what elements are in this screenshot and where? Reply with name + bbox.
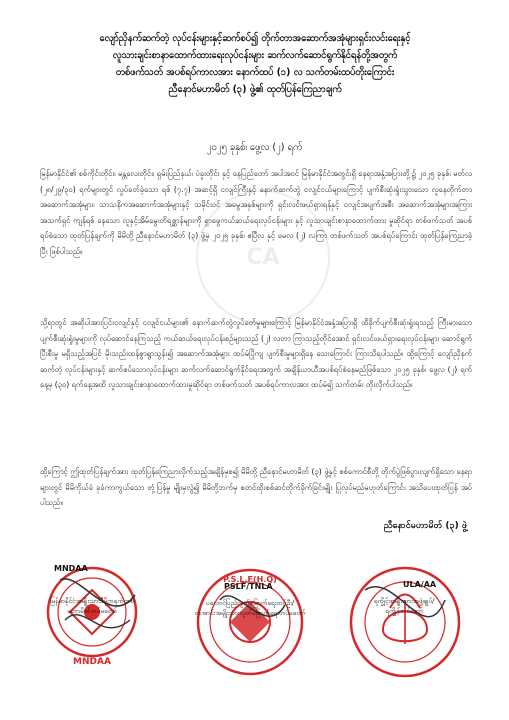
signatory-name-line: ရက္ခိုင့်တပ်တော်: [385, 607, 423, 615]
signatory-code: ULA/AA: [403, 580, 437, 589]
paragraph: သို့ရာတွင် အဆိုပါအားပြင်းငလျင်နှင့် ငလျင်ငယ်များ၏ နောက်ဆက်တွဲလှုပ်ခတ်မှုများကြောင့် မြန်မာနိုင်ငံအနှံ့အပြားရှိ ထိခိုက်ပျက်စီးဆုံးရှုံးရသည့် ကြီးမားသော ပျက်စီးဆုံးရှုံးမှုများကို လုပ်ဆောင်နေကြသည့် ကယ်ဆယ်ရေးလုပ်ငန်းစဉ်များသည် (၂) လတာ ကြာသည့်တိုင်အောင် ရှင်းလင်းဖယ်ရှားရေးလုပ်ငန်းများ ဆောင်ရွက်ပြီးစီးမှု မရှိသည့်အပြင် မိုးသည်းထန်စွာရွာသွန်း၍ အဆောက်အအုံများ ထပ်မံပြိုကျ ပျက်စီးမှုများရှိနေ သေးကြောင်း ကြားသိရပါသည်။ ထို့ကြောင့် လျော်ညှိနက်ဆက်တဲ့ လုပ်ငန်းများနှင့် ဆက်စပ်သောလုပ်ငန်းများ ဆက်လက်ဆောင်ရွက်နိုင်ရေးအတွက် အချိန်ယာယီအပစ်ရပ်စဲနေမည်ဖြစ်သော ၂၀၂၅ ခုနှစ်၊ ဖွေ့လ (၂) ရက်နေ့မှ (၃၀) ရက်နေ့အထိ လူသားချင်းစာနာထောက်ထားမှုဆိုင်ရာ တစ်ဖက်သတ် အပစ်ရပ်ကာလအား ထပ်မံ၍ သက်တမ်း တိုးလိုက်ပါသည်။: [40, 318, 472, 389]
document-title: [40, 30, 470, 98]
watermark-logo: CA: [196, 190, 330, 324]
title-line: လူသားချင်းစာနာထောက်ထားရေးလုပ်ငန်းများ ဆက်လက်ဆောင်ရွက်နိုင်ရန်တို့အတွက်: [112, 50, 398, 61]
document-date: ၂၀၂၅ ခုနှစ်၊ ဖွေ့လ (၂) ရက်: [206, 142, 303, 153]
paragraph: ထို့ကြောင့် ဤထုတ်ပြန်ချက်အား ထုတ်ပြန်ကြေညာလိုက်သည့်အချိန်မှစ၍ မိမိတို့ ညီနောင်မဟာမိတ် (၃) ဖွဲ့နှင့် စစ်ကောင်စီတို့ တိုက်ပွဲဖြစ်ပွားလျက်ရှိသော နေရာများတွင် မိမိကိုယ်ခံ ခုခံကာကွယ်သော တုံ့ပြန်မှု မျိုးမှလွဲ၍ မိမိတို့ဘက်မှ စတင်ထိုးစစ်ဆင်တိုက်ခိုက်ခြင်းမျိုး ပြုလုပ်မည်မဟုတ်ကြောင်း အသိပေးထုတ်ပြန် အပ်ပါသည်။: [40, 467, 472, 507]
signatory-name-line: မြန်မာနိုင်ငံအမျိုးသားဒီမိုကရက်တစ်: [50, 597, 134, 605]
signatory-code: PSLF/TNLA: [224, 582, 273, 591]
title-line: တစ်ဖက်သတ် အပစ်ရပ်ကာလအား နောက်ထပ် (၁) လ သက်တမ်းထပ်တိုးကြောင်း: [115, 67, 395, 78]
mndaa-seal-text: MNDAA: [73, 657, 111, 667]
signatory-name-line: ရက္ခိုင့်အမျိုးသားအဖွဲ့ချုပ်/: [373, 597, 435, 605]
signatory-name: [339, 596, 469, 616]
title-line: ညီနောင်မဟာမိတ် (၃) ဖွဲ့၏ ထုတ်ပြန်ကြေညာချက်: [168, 84, 342, 95]
title-line: လျော်ညှိနက်ဆက်တဲ့ လုပ်ငန်းများနှင့်ဆက်စပ်၍ တိုက်တာအဆောက်အအုံများရှင်းလင်းရေးနှင့်: [99, 33, 411, 44]
paragraph: မြန်မာနိုင်ငံ၏ စစ်ကိုင်းတိုင်း၊ မန္တလေးတိုင်း၊ ရှမ်းပြည်နယ်၊ ပဲခူးတိုင်း နှင့် နေပြည်တော် အပါအဝင် မြန်မာနိုင်ငံအတွင်းရှိ နေရာအနှံ့အပြားတို့၌ ၂၀၂၅ ခုနှစ်၊ မတ်လ (၂၈/၂၉/၃၀) ရက်များတွင် လှုပ်ခတ်ခဲ့သော ရစ် (၇.၇) အဆင့်ရှိ ငလျင်ကြီးနှင့် နောက်ဆက်တွဲ ငလျင်ငယ်များကြောင့် ပျက်စီးဆုံးရှုံးသွားသော လူနေတိုက်တာအဆောက်အအုံများ၊ သာသနိကအဆောက်အအုံများနှင့် သမိုင်းဝင် အမွေအနှစ်များကို ရှင်းလင်းဖယ်ရှားရန်နှင့် ငလျင်အပျက်အစီး အဆောက်အအုံများအကြား အသက်ရှင် ကျန်ရစ် နေသော လူနှင့်အိမ်မွေးတိရစ္ဆာန်များကို ရှာဖွေကယ်ဆယ်ရေးလုပ်ငန်းများ နှင့် လူသားချင်းစာနာထောက်ထား မှုဆိုင်ရာ တစ်ဖက်သတ် အပစ်ရပ်စဲသော ထုတ်ပြန်ချက်ကို မိမိတို့ ညီနောင်မဟာမိတ် (၃) ဖွဲ့မှ ၂၀၂၅ ခုနှစ်၊ ဧပြီလ နှင့် မေလ (၂) လကြာ တစ်ဖက်သတ် အပစ်ရပ်ကြောင်း ထုတ်ပြန်ကြေညာခဲ့ပြီး ဖြစ်ပါသည်။: [40, 169, 472, 256]
signatory-name-line: တအာင်းအမျိုးသားလွတ်မြောက်ရေးတပ်မတော်: [194, 609, 306, 617]
signatory-code: MNDAA: [54, 564, 88, 573]
signatory-name: [32, 596, 152, 616]
signatory-name-line: မဟာမိတ်တပ်မတော်: [67, 607, 117, 615]
signatory-name: [180, 598, 320, 618]
signatory-name-line: ပလောင်ပြည်လွတ်မြောက်ရေးတပ်ဦး/: [205, 599, 295, 607]
pslf-seal-text: P.S.L.F(H.Q): [223, 575, 277, 584]
mndaa-seal: [40, 560, 190, 710]
signature-line: ညီနောင်မဟာမိတ် (၃) ဖွဲ့: [383, 521, 467, 531]
